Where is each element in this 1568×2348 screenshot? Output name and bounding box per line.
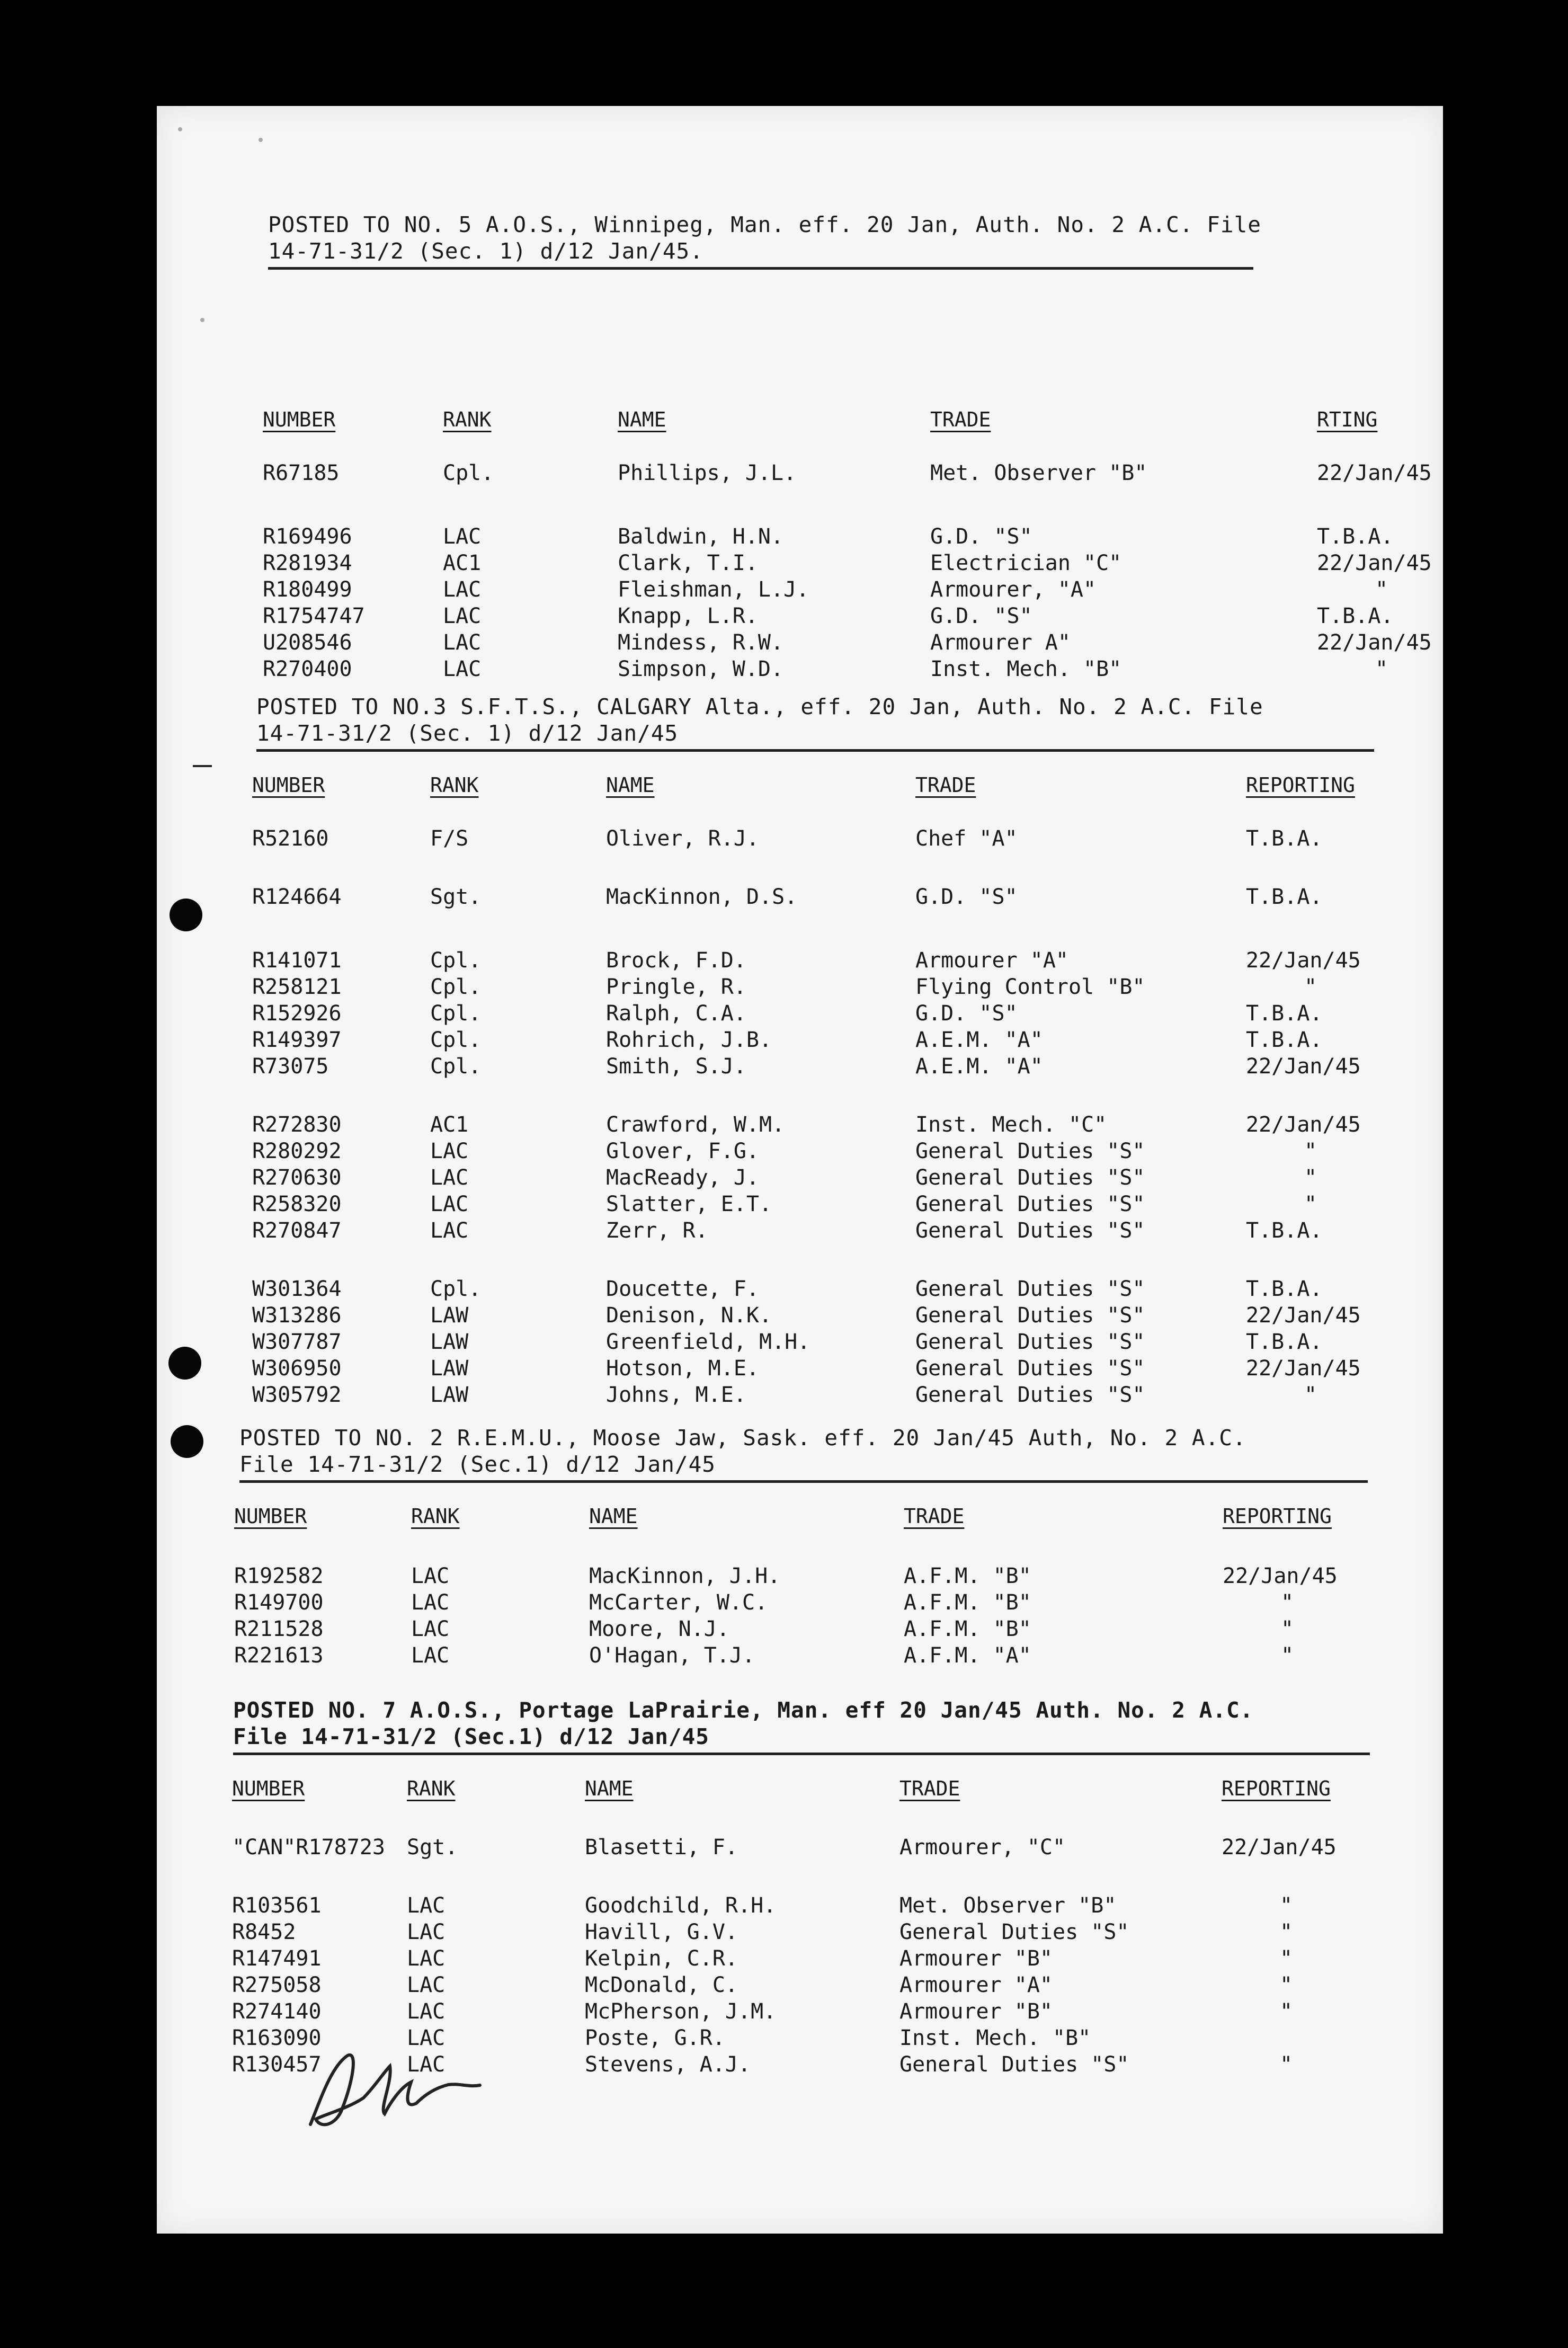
cell-trade: Armourer "A": [899, 1973, 1053, 1997]
cell-number: R192582: [234, 1564, 324, 1588]
cell-trade: Inst. Mech. "B": [899, 2026, 1091, 2050]
cell-trade: Electrician "C": [930, 551, 1122, 575]
column-header-trade: TRADE: [899, 1777, 960, 1800]
cell-number: R275058: [232, 1973, 322, 1997]
cell-reporting: ": [1304, 1383, 1317, 1407]
cell-trade: Armourer, "A": [930, 577, 1097, 602]
cell-rank: Cpl.: [430, 1001, 482, 1026]
column-header-number: NUMBER: [252, 773, 325, 797]
cell-name: Pringle, R.: [606, 975, 746, 999]
cell-rank: Sgt.: [430, 885, 482, 909]
cell-trade: A.F.M. "B": [904, 1590, 1031, 1615]
cell-reporting: 22/Jan/45: [1246, 1054, 1361, 1079]
cell-number: R149397: [252, 1028, 342, 1052]
cell-trade: Armourer A": [930, 630, 1071, 655]
cell-reporting: ": [1280, 2052, 1293, 2077]
cell-number: R149700: [234, 1590, 324, 1615]
cell-rank: LAC: [411, 1590, 450, 1615]
cell-name: Hotson, M.E.: [606, 1356, 759, 1381]
cell-reporting: ": [1280, 1893, 1293, 1918]
column-header-name: NAME: [606, 773, 655, 797]
cell-reporting: ": [1304, 1166, 1317, 1190]
cell-rank: LAC: [407, 1893, 446, 1918]
cell-number: R270630: [252, 1166, 342, 1190]
cell-reporting: T.B.A.: [1317, 524, 1394, 549]
cell-name: Brock, F.D.: [606, 948, 746, 973]
cell-trade: G.D. "S": [915, 885, 1018, 909]
margin-mark: [193, 765, 212, 767]
cell-number: R272830: [252, 1113, 342, 1137]
cell-rank: Cpl.: [443, 461, 494, 485]
cell-name: Fleishman, L.J.: [618, 577, 809, 602]
cell-rank: Cpl.: [430, 1028, 482, 1052]
cell-number: R180499: [263, 577, 352, 602]
cell-trade: A.E.M. "A": [915, 1054, 1043, 1079]
column-header-reporting: REPORTING: [1246, 773, 1355, 797]
cell-number: R124664: [252, 885, 342, 909]
column-header-trade: TRADE: [915, 773, 976, 797]
cell-rank: LAC: [443, 524, 482, 549]
cell-reporting: ": [1281, 1617, 1294, 1641]
cell-trade: General Duties "S": [915, 1166, 1145, 1190]
cell-reporting: ": [1280, 1999, 1293, 2024]
cell-name: MacReady, J.: [606, 1166, 759, 1190]
cell-trade: A.E.M. "A": [915, 1028, 1043, 1052]
cell-name: O'Hagan, T.J.: [589, 1643, 755, 1668]
cell-reporting: T.B.A.: [1246, 1001, 1323, 1026]
column-header-rank: RANK: [430, 773, 479, 797]
cell-rank: LAC: [430, 1192, 469, 1216]
header-rule: [268, 267, 1253, 270]
cell-number: R258320: [252, 1192, 342, 1216]
cell-name: Stevens, A.J.: [585, 2052, 751, 2077]
cell-number: W305792: [252, 1383, 342, 1407]
cell-reporting: 22/Jan/45: [1246, 1303, 1361, 1328]
cell-trade: General Duties "S": [899, 1920, 1129, 1944]
cell-number: R147491: [232, 1946, 322, 1971]
cell-name: Johns, M.E.: [606, 1383, 746, 1407]
cell-trade: General Duties "S": [915, 1330, 1145, 1354]
posting-header: POSTED NO. 7 A.O.S., Portage LaPrairie, Man. eff 20 Jan/45 Auth. No. 2 A.C.: [233, 1697, 1254, 1723]
cell-rank: Cpl.: [430, 1277, 482, 1301]
cell-name: MacKinnon, J.H.: [589, 1564, 781, 1588]
cell-trade: General Duties "S": [915, 1356, 1145, 1381]
column-header-trade: TRADE: [930, 408, 991, 431]
header-rule: [256, 749, 1374, 752]
posting-header: POSTED TO NO. 2 R.E.M.U., Moose Jaw, Sask. eff. 20 Jan/45 Auth, No. 2 A.C.: [239, 1425, 1246, 1451]
cell-name: Smith, S.J.: [606, 1054, 746, 1079]
cell-rank: LAC: [443, 604, 482, 628]
cell-trade: General Duties "S": [915, 1383, 1145, 1407]
cell-number: R141071: [252, 948, 342, 973]
cell-number: U208546: [263, 630, 352, 655]
cell-name: Goodchild, R.H.: [585, 1893, 777, 1918]
cell-rank: F/S: [430, 826, 469, 851]
posting-header: POSTED TO NO. 5 A.O.S., Winnipeg, Man. eff. 20 Jan, Auth. No. 2 A.C. File: [268, 212, 1261, 237]
cell-rank: LAC: [430, 1139, 469, 1163]
cell-reporting: T.B.A.: [1246, 1330, 1323, 1354]
cell-number: R52160: [252, 826, 329, 851]
speck: [200, 318, 204, 322]
cell-trade: Armourer, "C": [899, 1835, 1066, 1860]
cell-number: R221613: [234, 1643, 324, 1668]
column-header-reporting: RTING: [1317, 408, 1378, 431]
cell-reporting: 22/Jan/45: [1317, 630, 1432, 655]
cell-number: R280292: [252, 1139, 342, 1163]
cell-trade: G.D. "S": [930, 524, 1032, 549]
cell-rank: LAC: [430, 1219, 469, 1243]
cell-name: Moore, N.J.: [589, 1617, 729, 1641]
posting-authority: File 14-71-31/2 (Sec.1) d/12 Jan/45: [233, 1724, 709, 1749]
cell-trade: Met. Observer "B": [899, 1893, 1117, 1918]
cell-number: R103561: [232, 1893, 322, 1918]
cell-trade: G.D. "S": [930, 604, 1032, 628]
speck: [178, 127, 182, 131]
cell-name: MacKinnon, D.S.: [606, 885, 798, 909]
column-header-reporting: REPORTING: [1222, 1777, 1331, 1800]
cell-number: R152926: [252, 1001, 342, 1026]
cell-rank: LAW: [430, 1330, 469, 1354]
cell-rank: Cpl.: [430, 975, 482, 999]
punch-hole: [170, 899, 202, 931]
posting-authority: File 14-71-31/2 (Sec.1) d/12 Jan/45: [239, 1452, 716, 1477]
cell-rank: Cpl.: [430, 1054, 482, 1079]
cell-reporting: ": [1280, 1920, 1293, 1944]
cell-rank: LAW: [430, 1356, 469, 1381]
cell-reporting: 22/Jan/45: [1317, 551, 1432, 575]
cell-number: W306950: [252, 1356, 342, 1381]
cell-rank: LAW: [430, 1383, 469, 1407]
cell-rank: LAC: [411, 1564, 450, 1588]
cell-reporting: 22/Jan/45: [1246, 948, 1361, 973]
posting-authority: 14-71-31/2 (Sec. 1) d/12 Jan/45: [256, 721, 679, 746]
cell-trade: General Duties "S": [915, 1192, 1145, 1216]
cell-name: Kelpin, C.R.: [585, 1946, 738, 1971]
cell-trade: Flying Control "B": [915, 975, 1145, 999]
column-header-trade: TRADE: [904, 1505, 965, 1528]
cell-rank: LAW: [430, 1303, 469, 1328]
cell-reporting: T.B.A.: [1246, 1277, 1323, 1301]
punch-hole: [171, 1425, 203, 1458]
cell-reporting: ": [1281, 1590, 1294, 1615]
cell-name: Slatter, E.T.: [606, 1192, 772, 1216]
column-header-name: NAME: [585, 1777, 634, 1800]
cell-reporting: ": [1304, 1192, 1317, 1216]
cell-reporting: ": [1281, 1643, 1294, 1668]
column-header-reporting: REPORTING: [1223, 1505, 1332, 1528]
header-rule: [233, 1753, 1370, 1755]
cell-name: Crawford, W.M.: [606, 1113, 785, 1137]
cell-reporting: T.B.A.: [1246, 885, 1323, 909]
cell-trade: A.F.M. "B": [904, 1564, 1031, 1588]
cell-name: McDonald, C.: [585, 1973, 738, 1997]
cell-number: R281934: [263, 551, 352, 575]
cell-name: Blasetti, F.: [585, 1835, 738, 1860]
cell-reporting: ": [1304, 1139, 1317, 1163]
cell-rank: AC1: [443, 551, 482, 575]
cell-number: R73075: [252, 1054, 329, 1079]
cell-name: Knapp, L.R.: [618, 604, 758, 628]
cell-trade: Inst. Mech. "B": [930, 657, 1122, 681]
column-header-rank: RANK: [443, 408, 492, 431]
cell-trade: General Duties "S": [915, 1303, 1145, 1328]
cell-rank: LAC: [407, 1999, 446, 2024]
cell-number: R67185: [263, 461, 340, 485]
cell-trade: General Duties "S": [899, 2052, 1129, 2077]
column-header-number: NUMBER: [263, 408, 336, 431]
column-header-rank: RANK: [407, 1777, 456, 1800]
cell-reporting: T.B.A.: [1246, 1219, 1323, 1243]
cell-rank: LAC: [407, 2052, 446, 2077]
cell-rank: LAC: [430, 1166, 469, 1190]
cell-reporting: 22/Jan/45: [1317, 461, 1432, 485]
cell-rank: Cpl.: [430, 948, 482, 973]
cell-name: Baldwin, H.N.: [618, 524, 784, 549]
cell-rank: LAC: [407, 1920, 446, 1944]
cell-trade: A.F.M. "B": [904, 1617, 1031, 1641]
column-header-number: NUMBER: [234, 1505, 307, 1528]
cell-reporting: 22/Jan/45: [1223, 1564, 1338, 1588]
punch-hole: [168, 1347, 201, 1380]
cell-reporting: ": [1280, 1946, 1293, 1971]
cell-name: Phillips, J.L.: [618, 461, 797, 485]
cell-name: McCarter, W.C.: [589, 1590, 768, 1615]
cell-number: R130457: [232, 2052, 322, 2077]
cell-name: Greenfield, M.H.: [606, 1330, 810, 1354]
cell-name: Poste, G.R.: [585, 2026, 725, 2050]
cell-name: Doucette, F.: [606, 1277, 759, 1301]
cell-name: Denison, N.K.: [606, 1303, 772, 1328]
posting-header: POSTED TO NO.3 S.F.T.S., CALGARY Alta., eff. 20 Jan, Auth. No. 2 A.C. File: [256, 694, 1263, 719]
cell-number: W307787: [252, 1330, 342, 1354]
cell-number: "CAN"R178723: [232, 1835, 385, 1860]
cell-rank: LAC: [411, 1617, 450, 1641]
cell-trade: Armourer "B": [899, 1946, 1053, 1971]
cell-name: Glover, F.G.: [606, 1139, 759, 1163]
cell-number: R211528: [234, 1617, 324, 1641]
cell-name: Clark, T.I.: [618, 551, 758, 575]
cell-number: R169496: [263, 524, 352, 549]
column-header-name: NAME: [618, 408, 666, 431]
cell-rank: Sgt.: [407, 1835, 458, 1860]
cell-name: Havill, G.V.: [585, 1920, 738, 1944]
cell-trade: General Duties "S": [915, 1277, 1145, 1301]
cell-name: Mindess, R.W.: [618, 630, 784, 655]
cell-rank: LAC: [407, 1973, 446, 1997]
cell-number: W301364: [252, 1277, 342, 1301]
cell-reporting: 22/Jan/45: [1246, 1113, 1361, 1137]
cell-rank: LAC: [411, 1643, 450, 1668]
cell-trade: Met. Observer "B": [930, 461, 1147, 485]
cell-number: R274140: [232, 1999, 322, 2024]
signature: [300, 2034, 501, 2140]
column-header-number: NUMBER: [232, 1777, 305, 1800]
cell-name: Zerr, R.: [606, 1219, 708, 1243]
cell-reporting: T.B.A.: [1246, 1028, 1323, 1052]
document-page: [157, 106, 1443, 2234]
cell-rank: AC1: [430, 1113, 469, 1137]
cell-number: R163090: [232, 2026, 322, 2050]
cell-number: R1754747: [263, 604, 365, 628]
cell-trade: Chef "A": [915, 826, 1018, 851]
cell-name: Rohrich, J.B.: [606, 1028, 772, 1052]
cell-rank: LAC: [443, 630, 482, 655]
cell-name: Oliver, R.J.: [606, 826, 759, 851]
cell-rank: LAC: [443, 577, 482, 602]
cell-trade: Inst. Mech. "C": [915, 1113, 1107, 1137]
cell-reporting: ": [1375, 577, 1388, 602]
cell-trade: General Duties "S": [915, 1139, 1145, 1163]
cell-number: R270847: [252, 1219, 342, 1243]
cell-reporting: ": [1280, 1973, 1293, 1997]
cell-trade: Armourer "A": [915, 948, 1068, 973]
cell-name: McPherson, J.M.: [585, 1999, 777, 2024]
header-rule: [239, 1480, 1368, 1483]
cell-trade: General Duties "S": [915, 1219, 1145, 1243]
cell-reporting: ": [1304, 975, 1317, 999]
cell-reporting: 22/Jan/45: [1222, 1835, 1337, 1860]
posting-authority: 14-71-31/2 (Sec. 1) d/12 Jan/45.: [268, 238, 703, 264]
cell-number: R8452: [232, 1920, 296, 1944]
column-header-rank: RANK: [411, 1505, 460, 1528]
cell-trade: G.D. "S": [915, 1001, 1018, 1026]
cell-number: W313286: [252, 1303, 342, 1328]
cell-trade: A.F.M. "A": [904, 1643, 1031, 1668]
cell-reporting: 22/Jan/45: [1246, 1356, 1361, 1381]
cell-rank: LAC: [443, 657, 482, 681]
cell-trade: Armourer "B": [899, 1999, 1053, 2024]
cell-reporting: T.B.A.: [1246, 826, 1323, 851]
cell-number: R270400: [263, 657, 352, 681]
column-header-name: NAME: [589, 1505, 638, 1528]
speck: [259, 138, 263, 142]
cell-name: Simpson, W.D.: [618, 657, 784, 681]
cell-rank: LAC: [407, 1946, 446, 1971]
cell-number: R258121: [252, 975, 342, 999]
cell-reporting: T.B.A.: [1317, 604, 1394, 628]
cell-rank: LAC: [407, 2026, 446, 2050]
cell-reporting: ": [1375, 657, 1388, 681]
cell-name: Ralph, C.A.: [606, 1001, 746, 1026]
